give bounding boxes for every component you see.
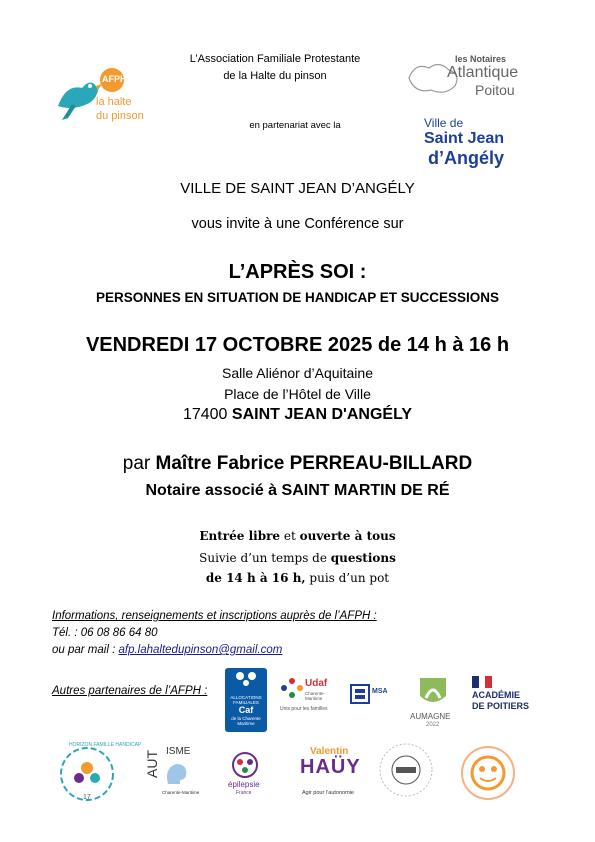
valentin-sub: Agir pour l’autonomie bbox=[302, 790, 354, 796]
msa-name: MSA bbox=[372, 688, 388, 695]
caf-line1: ALLOCATIONS bbox=[230, 695, 262, 700]
venue-city bbox=[0, 406, 595, 424]
aumagne-logo bbox=[410, 676, 456, 732]
speaker-prefix: par bbox=[122, 453, 151, 474]
conference-subtitle: PERSONNES EN SITUATION DE HANDICAP ET SUCCESSIONS bbox=[95, 290, 500, 305]
round-partner-logo bbox=[378, 742, 434, 798]
speaker-role: Notaire associé à SAINT MARTIN DE RÉ bbox=[145, 482, 450, 499]
ville-logo-line3: d’Angély bbox=[428, 148, 505, 168]
caf-line2: FAMILIALES bbox=[233, 700, 259, 705]
mail-prefix: ou par mail : bbox=[52, 644, 119, 656]
valentin-hauy-logo bbox=[296, 742, 360, 802]
notaires-logo-line3: Poitou bbox=[475, 82, 515, 98]
info-phone: Tél. : 06 08 86 64 80 bbox=[52, 627, 158, 639]
udaf-logo bbox=[280, 676, 340, 720]
notaires-logo-line2: Atlantique bbox=[447, 64, 519, 81]
entry-open: ouverte à tous bbox=[299, 529, 396, 543]
head-profile-icon bbox=[162, 760, 190, 786]
speaker-line bbox=[0, 453, 595, 475]
follow-questions: questions bbox=[330, 551, 396, 565]
msa-logo bbox=[350, 682, 394, 706]
venue-street: Place de l’Hôtel de Ville bbox=[224, 386, 371, 402]
ville-logo-line2: Saint Jean bbox=[424, 130, 505, 147]
time-suffix: puis d’un pot bbox=[305, 571, 390, 585]
entry-free: Entrée libre bbox=[199, 529, 281, 543]
venue-name: Salle Aliénor d’Aquitaine bbox=[222, 365, 373, 381]
caf-line3: Caf bbox=[238, 705, 254, 715]
udaf-tag: Unis pour les familles bbox=[280, 706, 328, 712]
info-mail-line bbox=[52, 644, 282, 656]
afph-logo-text: AFPH bbox=[102, 74, 127, 84]
caf-logo bbox=[225, 668, 267, 732]
follow-prefix: Suivie d’un temps de bbox=[199, 551, 331, 565]
entry-line bbox=[0, 529, 595, 543]
autisme-isme: ISME bbox=[166, 746, 191, 757]
horizon-famille-handicap-logo bbox=[55, 742, 142, 806]
partners-heading: Autres partenaires de l’AFPH : bbox=[52, 685, 208, 697]
autisme-aut: AUT bbox=[144, 750, 160, 778]
notaires-logo bbox=[405, 50, 545, 106]
ville-logo bbox=[418, 112, 550, 172]
msa-icon bbox=[350, 684, 370, 704]
family-icon bbox=[225, 668, 267, 690]
email-link[interactable]: afp.lahaltedupinson@gmail.com bbox=[118, 644, 283, 656]
afph-logo bbox=[52, 66, 152, 130]
epilepsie-logo bbox=[222, 750, 270, 798]
orange-circle-icon bbox=[456, 742, 520, 804]
time-line bbox=[0, 571, 595, 585]
afph-logo-sub2: du pinson bbox=[96, 110, 144, 122]
ville-logo-line1: Ville de bbox=[424, 116, 464, 130]
aumagne-name: AUMAGNE bbox=[410, 712, 451, 721]
valentin-line2: HAÜY bbox=[300, 756, 361, 778]
invite-line: vous invite à une Conférence sur bbox=[191, 216, 404, 232]
speaker-name: Maître Fabrice PERREAU-BILLARD bbox=[155, 453, 473, 474]
caf-line5: Maritime bbox=[237, 721, 255, 726]
organizer-line: VILLE DE SAINT JEAN D’ANGÉLY bbox=[180, 180, 415, 197]
leaf-shield-icon bbox=[418, 676, 448, 708]
conference-title: L’APRÈS SOI : bbox=[228, 261, 367, 283]
autisme-logo bbox=[144, 746, 198, 802]
figures-icon bbox=[230, 750, 260, 780]
association-name-line1: L’Association Familiale Protestante bbox=[189, 53, 361, 65]
people-star-icon bbox=[280, 676, 304, 700]
udaf-sub: Charente-Maritime bbox=[305, 691, 326, 701]
follow-line bbox=[0, 551, 595, 565]
association-name-line2: de la Halte du pinson bbox=[223, 70, 327, 82]
epilepsie-sub: France bbox=[236, 790, 252, 796]
notaires-logo-line1: les Notaires bbox=[455, 54, 507, 64]
postcode: 17400 bbox=[182, 406, 228, 423]
epilepsie-name: épilepsie bbox=[228, 780, 260, 789]
round-seal-icon bbox=[378, 742, 434, 798]
aumagne-sub: 2022 bbox=[426, 722, 440, 728]
academie-line1: ACADÉMIE bbox=[472, 690, 521, 700]
udaf-name: Udaf bbox=[305, 678, 328, 689]
entry-and: et bbox=[280, 529, 300, 543]
french-flag-icon bbox=[472, 676, 492, 688]
academie-logo bbox=[472, 676, 542, 736]
caf-line4: de la Charente bbox=[231, 716, 261, 721]
event-date: VENDREDI 17 OCTOBRE 2025 de 14 h à 16 h bbox=[85, 334, 510, 356]
time-range: de 14 h à 16 h, bbox=[205, 571, 306, 585]
partnership-text: en partenariat avec la bbox=[249, 120, 341, 131]
horizon-name: HORIZON FAMILLE HANDICAP bbox=[69, 742, 142, 748]
city: SAINT JEAN D'ANGÉLY bbox=[231, 406, 413, 423]
afph-logo-sub1: la halte bbox=[96, 96, 132, 108]
academie-line2: DE POITIERS bbox=[472, 701, 530, 711]
autisme-sub: Charente-Maritime bbox=[162, 790, 200, 795]
info-heading: Informations, renseignements et inscriptions auprès de l’AFPH : bbox=[52, 610, 377, 622]
valentin-line1: Valentin bbox=[310, 746, 349, 757]
horizon-num: 17 bbox=[83, 794, 91, 801]
handicap-association-logo bbox=[456, 742, 520, 804]
